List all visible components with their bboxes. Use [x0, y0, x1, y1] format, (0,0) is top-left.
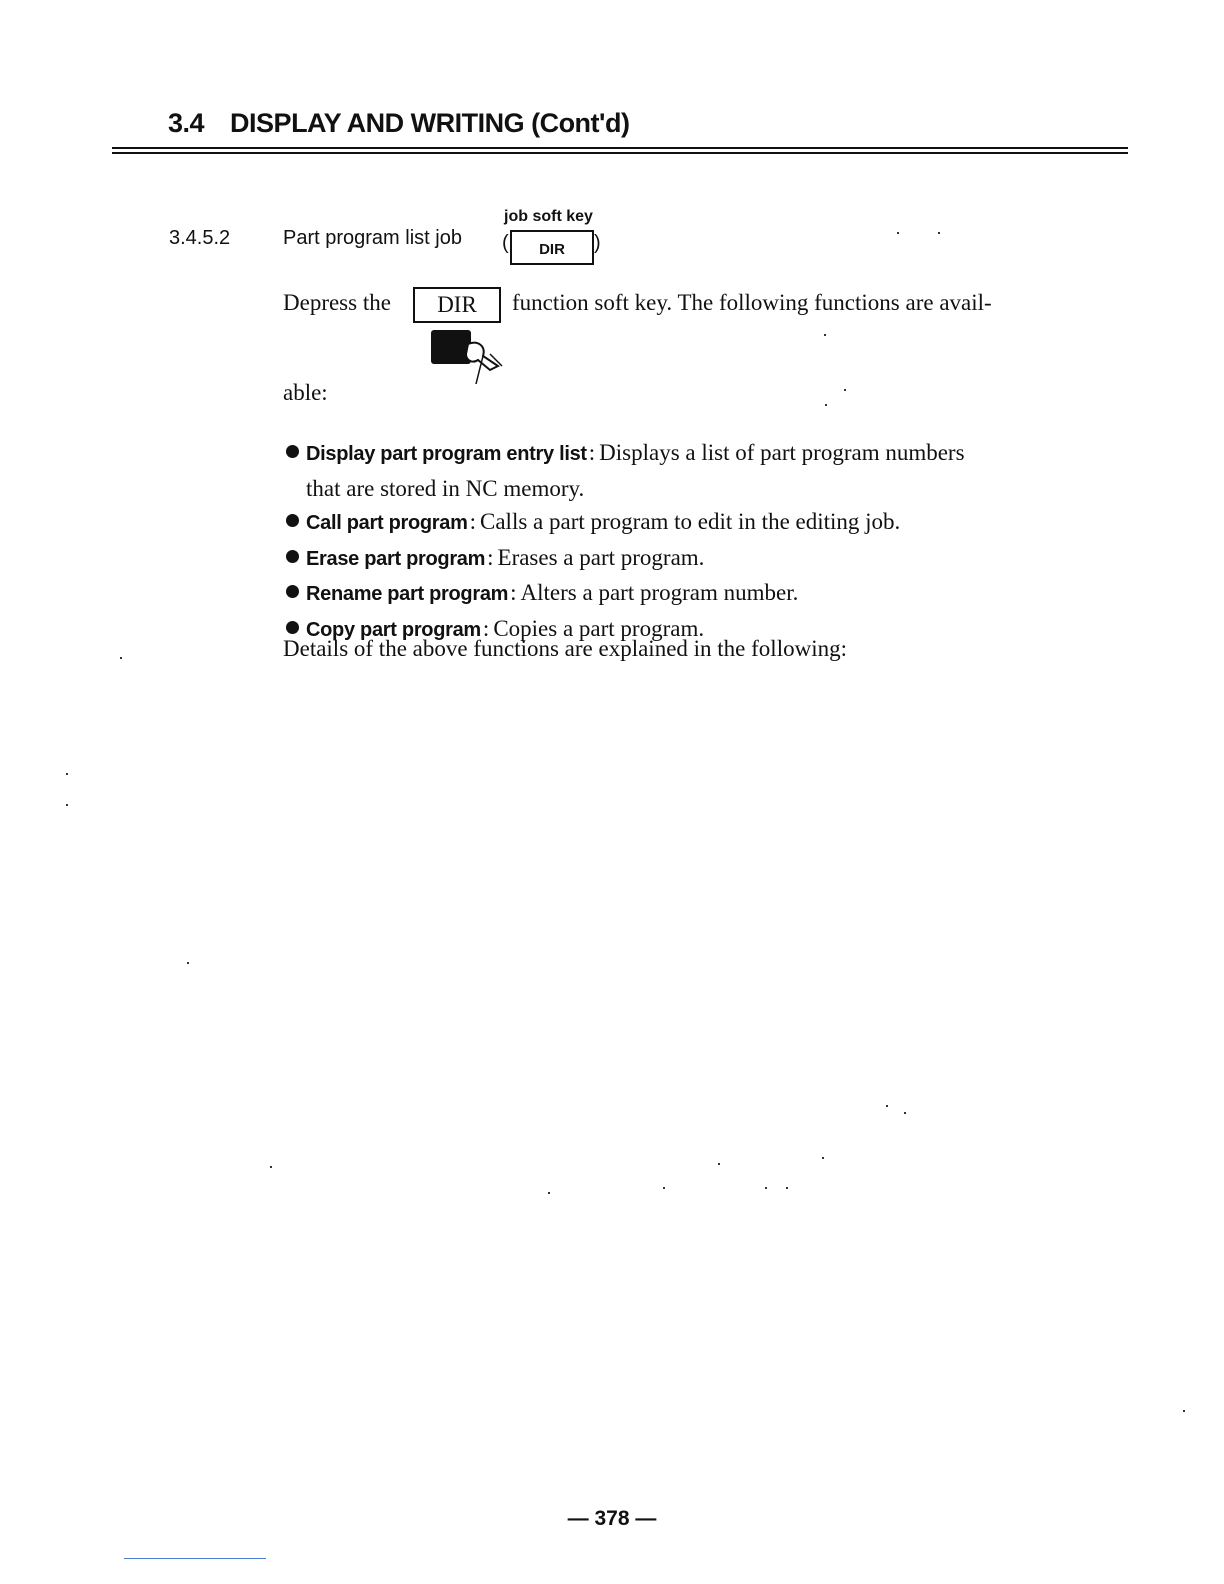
scan-speck — [886, 1105, 888, 1107]
scan-speck — [825, 404, 827, 406]
scan-speck — [66, 773, 68, 775]
scan-speck — [548, 1192, 550, 1194]
section-title: DISPLAY AND WRITING (Cont'd) — [230, 108, 630, 138]
scan-speck — [718, 1163, 720, 1165]
open-paren: ( — [502, 232, 509, 254]
subsection-number: 3.4.5.2 — [169, 227, 231, 249]
scan-speck — [663, 1187, 665, 1189]
bullet-icon — [286, 621, 299, 634]
close-paren: ) — [594, 232, 601, 254]
intro-continuation: able: — [283, 380, 328, 405]
scan-edge-line — [124, 1558, 266, 1559]
list-item-erase: Erase part program: Erases a part program. — [283, 541, 965, 577]
function-list — [283, 436, 965, 647]
header-rule-bottom — [112, 152, 1128, 154]
scan-speck — [187, 962, 189, 964]
finger-press-icon — [428, 326, 506, 388]
subsection-title: Part program list job — [283, 227, 462, 249]
scan-speck — [822, 1157, 824, 1159]
intro-before-key: Depress the — [283, 290, 391, 315]
list-item-display-cont: that are stored in NC memory. — [306, 475, 585, 501]
scan-speck — [786, 1187, 788, 1189]
scan-speck — [120, 657, 122, 659]
section-number: 3.4 — [168, 108, 205, 138]
scan-speck — [844, 389, 846, 391]
bullet-icon — [286, 514, 299, 527]
intro-after-key: function soft key. The following functions are avail- — [512, 290, 992, 315]
list-item-copy: Copy part program: Copies a part program. — [283, 612, 965, 648]
list-item-display: Display part program entry list: Displays a list of part program numbers — [283, 436, 965, 472]
scan-speck — [270, 1166, 272, 1168]
list-item-rename: Rename part program: Alters a part program number. — [283, 576, 965, 612]
bullet-icon — [286, 550, 299, 563]
scan-speck — [66, 804, 68, 806]
closing-sentence: Details of the above functions are explained in the following: — [283, 636, 847, 661]
key-caption: job soft key — [504, 208, 593, 225]
scan-speck — [824, 334, 826, 336]
list-item-call: Call part program: Calls a part program to edit in the editing job. — [283, 505, 965, 541]
dir-soft-key-label: DIR — [510, 230, 594, 265]
scan-speck — [1183, 1410, 1185, 1412]
scan-speck — [897, 232, 899, 234]
page-number: — 378 — — [567, 1507, 657, 1530]
bullet-icon — [286, 445, 299, 458]
bullet-icon — [286, 585, 299, 598]
dir-function-soft-key: DIR — [413, 287, 501, 323]
scan-speck — [938, 232, 940, 234]
scan-speck — [904, 1112, 906, 1114]
scan-speck — [765, 1187, 767, 1189]
page-header — [168, 108, 629, 139]
header-rule-top — [112, 147, 1128, 149]
